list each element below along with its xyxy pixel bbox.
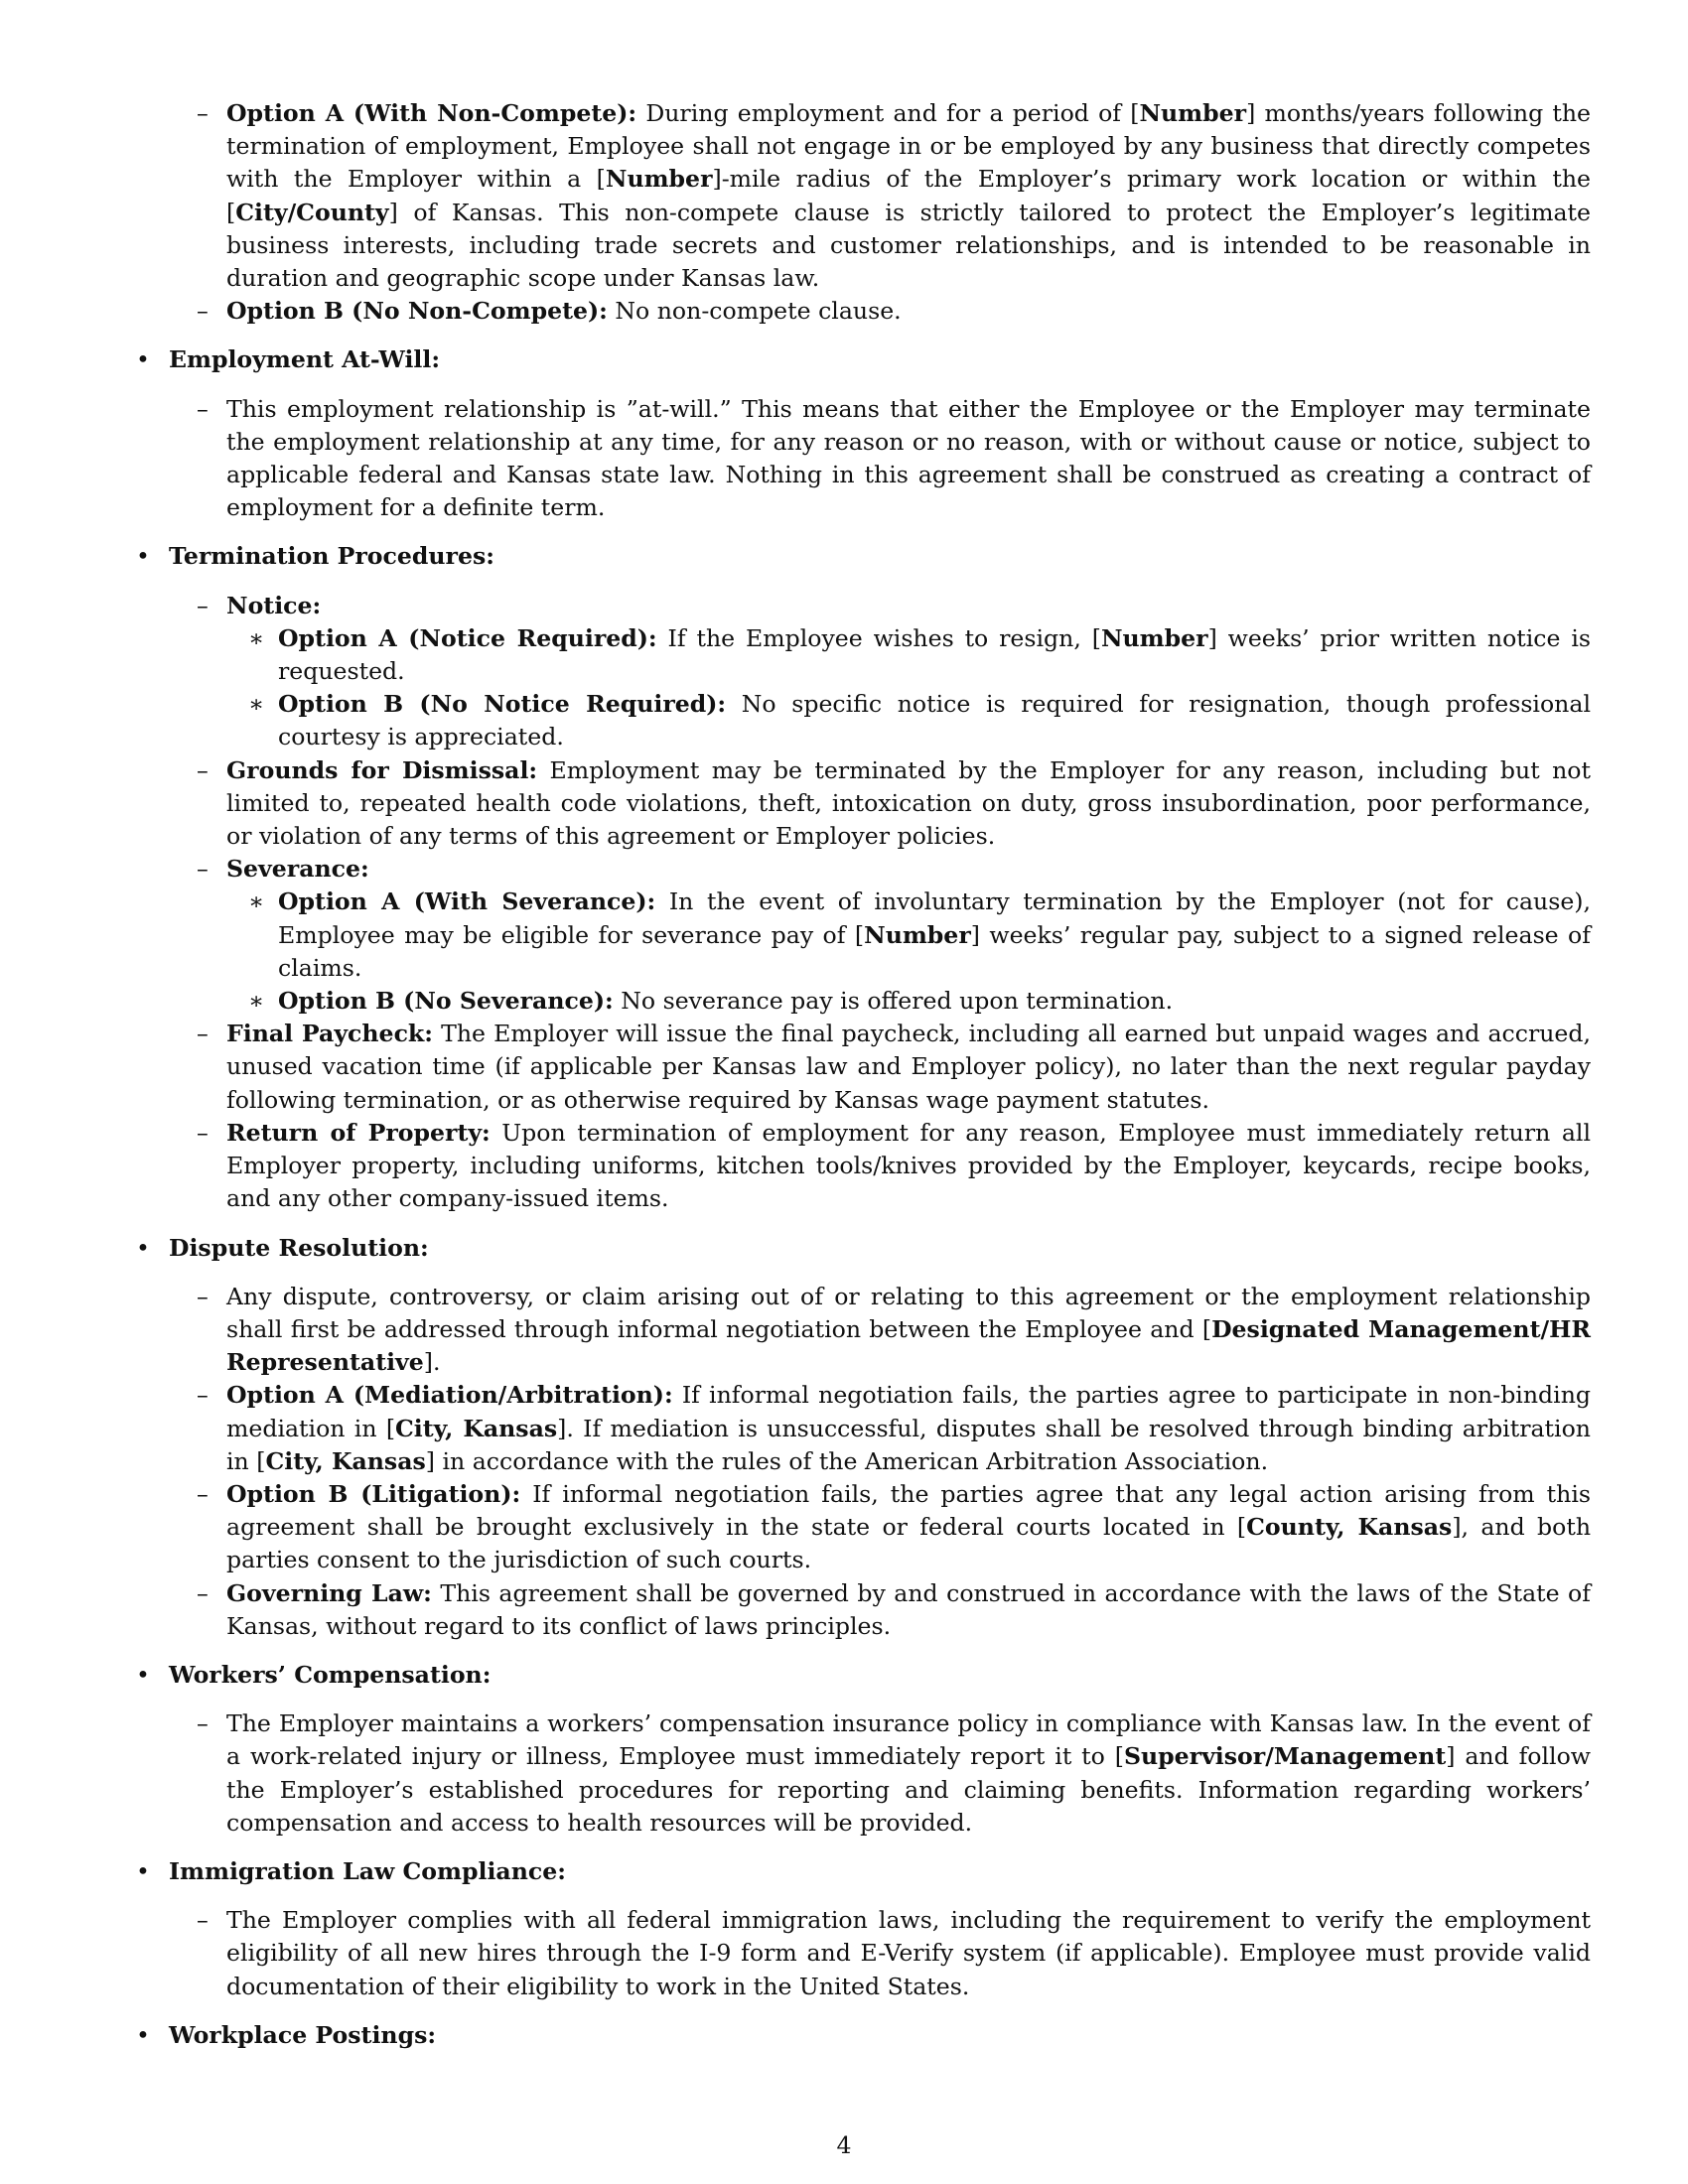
- notice-label: Notice:: [226, 591, 322, 619]
- placeholder-field: Number: [1139, 99, 1247, 127]
- dispute-option-b: [135, 1478, 1591, 1577]
- placeholder-field: Number: [864, 920, 971, 949]
- notice-option-a: [226, 622, 1591, 688]
- workers-comp-clause: [135, 1707, 1591, 1840]
- clause-text: No specific notice is required for resignation, though professional courtesy is appreciated.: [278, 690, 1591, 751]
- option-label: Option A (With Severance):: [278, 887, 656, 916]
- clause-text: ]-mile radius of the Employer’s primary work location or within the [: [226, 165, 1591, 226]
- clause-text: No non-compete clause.: [607, 297, 902, 326]
- section-heading: • Termination Procedures:: [169, 542, 494, 571]
- section-immigration: [135, 1855, 1591, 2003]
- return-property-clause: [135, 1117, 1591, 1216]
- at-will-items: [135, 393, 1591, 525]
- clause-text: If the Employee wishes to resign, [: [656, 623, 1101, 652]
- clause-text: ] in accordance with the rules of the American Arbitration Association.: [425, 1446, 1269, 1475]
- section-heading: • Employment At-Will:: [169, 345, 441, 374]
- dispute-items: [135, 1281, 1591, 1643]
- option-label: Option B (Litigation):: [226, 1479, 521, 1508]
- severance-clause: [135, 853, 1591, 1018]
- noncompete-option-b: [135, 295, 1591, 328]
- clause-label: Return of Property:: [226, 1118, 491, 1147]
- clause-text: ] of Kansas. This non-compete clause is strictly tailored to protect the Employer’s legitimate business interests, including trade secrets and customer relationships, and is intended to be reasonable in duration and geographic scope under Kansas law.: [226, 198, 1591, 293]
- clause-text: If informal negotiation fails, the parties agree that any legal action arising from this agreement shall be brought exclusively in the state or federal courts located in [: [226, 1479, 1591, 1542]
- notice-options: [226, 622, 1591, 754]
- severance-label: Severance:: [226, 855, 369, 884]
- workers-comp-items: [135, 1707, 1591, 1840]
- placeholder-field: City, Kansas: [265, 1446, 426, 1475]
- clause-text: ] months/years following the termination of employment, Employee shall not engage in or be employed by any business that directly competes with the Employer within a [: [226, 99, 1592, 194]
- placeholder-field: Number: [1100, 623, 1208, 652]
- clause-text: Upon termination of employment for any reason, Employee must immediately return all Employer property, including uniforms, kitchen tools/knives provided by the Employer, keycards, recipe books, and any other company-issued items.: [226, 1118, 1591, 1213]
- clause-text: If informal negotiation fails, the parties agree to participate in non-binding mediation in [: [226, 1381, 1591, 1442]
- clause-text: ] and follow the Employer’s established procedures for reporting and claiming benefits. Information regarding workers’ compensation and access to health resources will be provided.: [226, 1742, 1592, 1837]
- noncompete-options: [135, 97, 1591, 328]
- clause-text: ] weeks’ regular pay, subject to a signed release of claims.: [278, 920, 1591, 982]
- clause-text: During employment and for a period of [: [636, 99, 1140, 127]
- immigration-items: [135, 1904, 1591, 2003]
- option-label: Option A (Mediation/Arbitration):: [226, 1381, 673, 1410]
- section-heading: • Workers’ Compensation:: [169, 1660, 492, 1689]
- placeholder-field: City, Kansas: [395, 1414, 558, 1442]
- section-heading: • Immigration Law Compliance:: [169, 1856, 566, 1885]
- clause-text: ] weeks’ prior written notice is requested.: [278, 623, 1592, 686]
- severance-option-b: [226, 985, 1591, 1018]
- document-body: [135, 97, 1591, 2052]
- section-workers-comp: [135, 1659, 1591, 1840]
- clause-label: Governing Law:: [226, 1578, 432, 1607]
- clause-text: The Employer will issue the final paycheck, including all earned but unpaid wages and accrued, unused vacation time (if applicable per Kansas law and Employer policy), no later than the next regular payday following termination, or as otherwise required by Kansas wage payment statutes.: [226, 1020, 1591, 1114]
- clause-label: Final Paycheck:: [226, 1020, 433, 1048]
- final-paycheck-clause: [135, 1018, 1591, 1117]
- section-termination: [135, 540, 1591, 1215]
- noncompete-option-a-label: Option A (With Non-Compete):: [226, 99, 637, 127]
- noncompete-option-b-label: Option B (No Non-Compete):: [226, 297, 608, 326]
- section-heading: • Workplace Postings:: [169, 2020, 437, 2049]
- option-label: Option B (No Severance):: [278, 987, 614, 1016]
- section-at-will: [135, 343, 1591, 524]
- clause-text: ].: [423, 1348, 441, 1377]
- clause-text: In the event of involuntary termination by the Employer (not for cause), Employee may be eligible for severance pay of [: [278, 887, 1591, 949]
- section-heading: • Dispute Resolution:: [169, 1233, 429, 1262]
- notice-clause: [135, 590, 1591, 754]
- placeholder-field: County, Kansas: [1246, 1513, 1453, 1542]
- option-label: Option B (No Notice Required):: [278, 690, 727, 719]
- immigration-clause: – The Employer complies with all federal immigration laws, including the requirement to verify the employment eligibility of all new hires through the I-9 form and E-Verify system (if applicable). Employee must provide valid documentation of their eligibility to work in the United States.: [135, 1904, 1591, 2003]
- at-will-clause: – This employment relationship is ”at-will.” This means that either the Employee or the Employer may terminate the employment relationship at any time, for any reason or no reason, with or without cause or notice, subject to applicable federal and Kansas state law. Nothing in this agreement shall be construed as creating a contract of employment for a definite term.: [135, 393, 1591, 525]
- dispute-option-a: [135, 1379, 1591, 1478]
- noncompete-option-a: [135, 97, 1591, 295]
- clause-text: ]. If mediation is unsuccessful, disputes shall be resolved through binding arbitration in [: [226, 1414, 1591, 1475]
- clause-text: Any dispute, controversy, or claim arising out of or relating to this agreement or the employment relationship shall first be addressed through informal negotiation between the Employee and [: [226, 1282, 1591, 1343]
- section-postings: [135, 2019, 1591, 2052]
- dispute-intro-clause: [135, 1281, 1591, 1380]
- governing-law-clause: [135, 1577, 1591, 1643]
- placeholder-field: Designated Management/HR Representative: [226, 1314, 1591, 1377]
- placeholder-field: Number: [605, 165, 713, 194]
- clause-text: ], and both parties consent to the jurisdiction of such courts.: [226, 1513, 1592, 1574]
- option-label: Option A (Notice Required):: [278, 623, 657, 652]
- placeholder-field: Supervisor/Management: [1123, 1742, 1447, 1771]
- clause-text: The Employer maintains a workers’ compensation insurance policy in compliance with Kansas law. In the event of a work-related injury or illness, Employee must immediately report it to [: [226, 1709, 1591, 1771]
- dismissal-clause: [135, 754, 1591, 854]
- clause-text: No severance pay is offered upon termination.: [613, 987, 1174, 1016]
- clause-label: Grounds for Dismissal:: [226, 755, 538, 784]
- placeholder-field: City/County: [235, 198, 389, 226]
- page-number: 4: [836, 2131, 852, 2159]
- termination-items: [135, 590, 1591, 1216]
- severance-options: [226, 886, 1591, 1018]
- section-dispute: [135, 1232, 1591, 1643]
- notice-option-b: [226, 688, 1591, 753]
- clause-text: This agreement shall be governed by and construed in accordance with the laws of the State of Kansas, without regard to its conflict of laws principles.: [226, 1578, 1591, 1640]
- severance-option-a: [226, 886, 1591, 985]
- section-list: [135, 343, 1591, 2052]
- clause-text: Employment may be terminated by the Employer for any reason, including but not limited to, repeated health code violations, theft, intoxication on duty, gross insubordination, poor performance, or violation of any terms of this agreement or Employer policies.: [226, 755, 1591, 851]
